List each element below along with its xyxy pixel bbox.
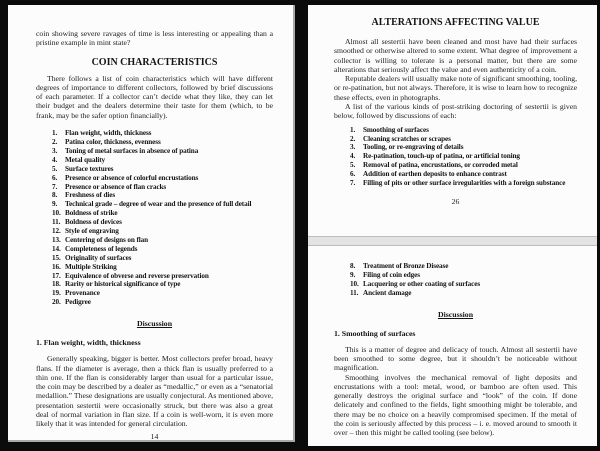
list-item-number: 4. [52,155,58,164]
list-item [52,147,273,156]
list-item-text: Tooling, or re-engraving of details [363,143,464,152]
body-paragraph: Almost all sestertii have been cleaned and most have had their surfaces smoothed or otherwise altered to some extent. What degree of improvement a collector is willing to tolerate is a personal matter, but there are some alterations that seriously affect the value and even authenticity of a coin. [334,37,577,74]
list-item-text: Surface textures [65,164,114,173]
list-item-text: Completeness of legends [65,244,138,253]
list-item-number: 20. [52,298,61,307]
list-item [52,280,273,289]
list-item-number: 11. [350,288,359,297]
page-number: 26 [451,197,460,207]
left-page-heading: COIN CHARACTERISTICS [91,56,218,68]
list-item [350,126,577,135]
list-item [350,179,577,188]
page-separator [308,236,597,246]
list-item-number: 9. [350,270,356,279]
list-item [52,245,273,254]
body-paragraph: Reputable dealers will usually make note of significant smoothing, tooling, or re-patination, but not always. Therefore, it is wise to learn how to recognize these effects, even in photographs. [334,74,577,102]
list-item-number: 3. [350,143,356,152]
list-item-number: 6. [52,173,58,182]
list-item-text: Cleaning scratches or scrapes [363,134,451,143]
list-item-text: Smoothing of surfaces [363,125,429,134]
body-paragraph: Generally speaking, bigger is better. Most collectors prefer broad, heavy flans. If the diameter is average, then a thick flan is usually preferred to a thin one. If the flan is considerably larger than usual for a particular issue, the coin may be described by a dealer as “medallic,” or even as a “senatorial medallion.” These designations are usually conjectural. As mentioned above, presentation sestertii were occasionally struck, but there was also a great deal of normal variation in flan size. If a coin is well-worn, it is even more likely that it was intended for general circulation. [36,354,273,429]
list-item-text: Originality of surfaces [65,253,132,262]
list-item-number: 7. [52,182,58,191]
list-item-number: 5. [350,161,356,170]
list-item [52,156,273,165]
list-item [52,227,273,236]
list-item-text: Provenance [65,289,100,298]
list-item-text: Style of engraving [65,227,119,236]
list-item-text: Centering of designs on flan [65,235,149,244]
list-item [52,289,273,298]
list-item [52,191,273,200]
list-item-text: Presence or absence of colorful encrustations [65,173,199,182]
list-item [350,262,577,271]
list-item-number: 1. [52,129,58,138]
list-item [52,129,273,138]
list-item [52,165,273,174]
body-paragraphs [334,345,577,438]
list-item-text: Treatment of Bronze Disease [363,262,449,270]
list-item-text: Filling of pits or other surface irregularities with a foreign substance [363,179,566,188]
right-page-current-section [308,5,597,236]
section-subheading: 1. Flan weight, width, thickness [36,338,141,348]
list-item [350,161,577,170]
list-item-number: 2. [350,134,356,143]
alterations-list-continued [350,262,577,298]
discussion-heading: Discussion [136,319,173,329]
list-item-number: 17. [52,271,61,280]
discussion-heading: Discussion [437,309,474,319]
list-item [52,174,273,183]
list-item-number: 4. [350,152,356,161]
list-item [350,170,577,179]
list-item [350,152,577,161]
list-item-text: Pedigree [65,298,91,307]
continuation-paragraph: coin showing severe ravages of time is less interesting or appealing than a pristine example in mint state? [36,29,273,48]
list-item-number: 18. [52,280,61,289]
list-item-text: Toning of metal surfaces in absence of patina [65,146,199,155]
list-item [52,200,273,209]
list-item-number: 8. [350,262,356,270]
list-item-number: 9. [52,200,58,209]
list-item-number: 1. [350,125,356,134]
list-item-text: Presence or absence of flan cracks [65,182,167,191]
list-item-number: 11. [52,218,61,227]
list-item-text: Equivalence of obverse and reverse preservation [65,271,209,280]
list-item-number: 10. [52,209,61,218]
list-item-text: Flan weight, width, thickness [65,129,152,138]
list-item-text: Metal quality [65,155,106,164]
list-item-text: Rarity or historical significance of type [65,280,181,289]
body-paragraphs [334,37,577,121]
list-item-number: 2. [52,137,58,146]
section-subheading: 1. Smoothing of surfaces [334,328,416,338]
list-item-text: Multiple Striking [65,262,117,271]
list-item [350,289,577,298]
list-item [52,138,273,147]
page-number: 14 [150,431,159,441]
list-item [350,280,577,289]
list-item [52,236,273,245]
list-item [52,183,273,192]
body-paragraph: A list of the various kinds of post-striking doctoring of sestertii is given below, followed by discussions of each: [334,102,577,121]
list-item [350,135,577,144]
list-item-text: Ancient damage [363,288,412,297]
list-item [52,263,273,272]
list-item-number: 19. [52,289,61,298]
list-item-text: Removal of patina, encrustations, or corroded metal [363,161,518,170]
intro-paragraph: There follows a list of coin characteristics which will have different degrees of importance to different collectors, followed by brief discussions of each parameter. If a collector can’t decide what they like, they can let their budget and the dealers determine their taste for them (which, to be frank, may be the safer option financially). [36,73,273,120]
body-paragraph: Smoothing involves the mechanical removal of light deposits and encrustations with a tool: metal, wood, or bamboo are often used. This generally destroys the original surface and “look” of the coin. If done delicately and confined to the fields, light smoothing might be tolerable, and there may be no choice on a heavily compromised specimen. If the metal of the coin is seriously affected by this process – i. e. moved around to smooth it over – then this might be called tooling (see below). [334,372,577,438]
right-page [308,5,597,446]
list-item-number: 15. [52,253,61,262]
list-item [350,271,577,280]
list-item-number: 13. [52,235,61,244]
list-item-number: 16. [52,262,61,271]
coin-characteristics-list [52,129,273,307]
list-item-number: 6. [350,170,356,179]
list-item [52,209,273,218]
list-item-text: Freshness of dies [65,191,116,200]
list-item-text: Addition of earthen deposits to enhance contrast [363,170,507,179]
list-item-text: Technical grade – degree of wear and the presence of full detail [65,200,252,209]
list-item-text: Lacquering or other coating of surfaces [363,279,481,288]
list-item [52,254,273,263]
list-item-number: 5. [52,164,58,173]
list-item-text: Re-patination, touch-up of patina, or artificial toning [363,152,520,161]
list-item-text: Patina color, thickness, evenness [65,137,161,146]
list-item-number: 7. [350,179,356,188]
list-item-text: Filing of coin edges [363,270,420,279]
list-item [350,143,577,152]
list-item-number: 3. [52,146,58,155]
alterations-list [350,126,577,188]
list-item [52,272,273,281]
list-item-number: 14. [52,244,61,253]
right-page-heading: ALTERATIONS AFFECTING VALUE [371,17,540,28]
list-item-number: 10. [350,279,359,288]
body-paragraph: This is a matter of degree and delicacy of touch. Almost all sestertii have been smoothed to some degree, but it shouldn’t be noticeable without magnification. [334,344,577,373]
list-item [52,218,273,227]
list-item-text: Boldness of strike [65,209,118,218]
list-item-text: Boldness of devices [65,218,122,227]
right-page-next-section [308,246,597,446]
list-item-number: 8. [52,191,58,200]
list-item [52,298,273,307]
left-page [8,5,295,442]
list-item-number: 12. [52,227,61,236]
